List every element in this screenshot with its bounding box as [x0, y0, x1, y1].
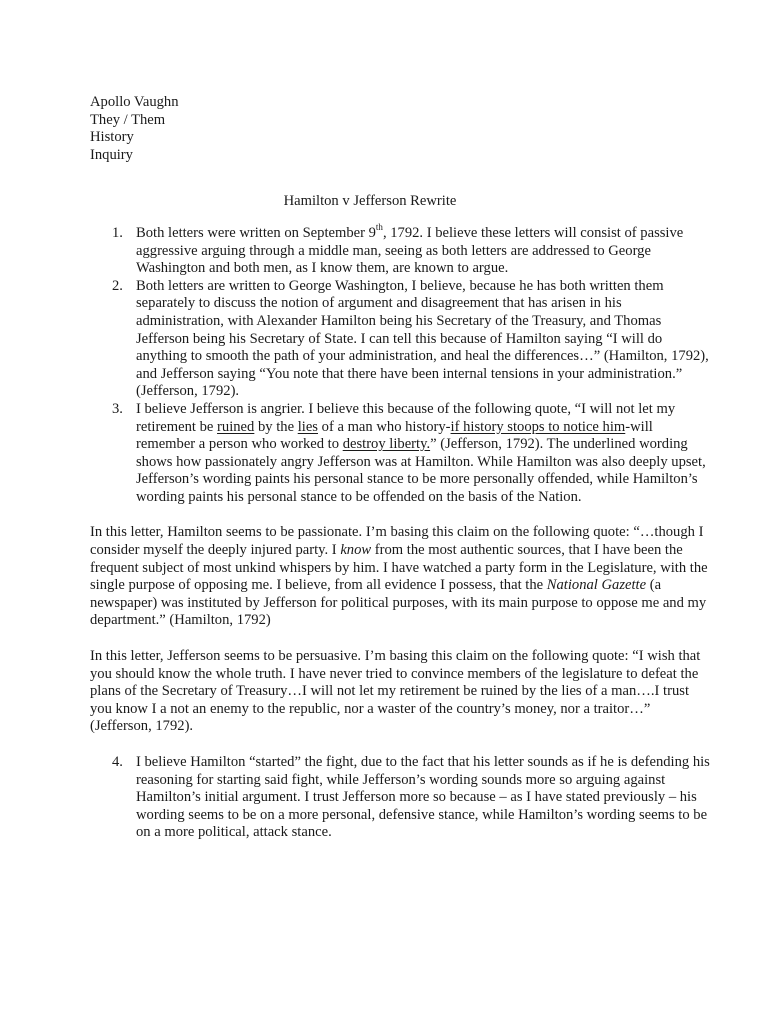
list-item-2: 2. Both letters are written to George Washington, I believe, because he has both written them separately to discuss the notion of argument and disagreement that has arisen in his administration, with Alexander Hamilton being his Secretary of the Treasury, and Thomas Jefferson being his Secretary of State. I can tell this because of Hamilton saying “I will do anything to smooth the path of your administration, and heal the differences…” (Hamilton, 1792), and Jefferson saying “You note that there have been internal tensions in your administration.” (Jefferson, 1792).: [112, 277, 709, 400]
subject: History: [90, 129, 134, 146]
list-number: 3.: [112, 400, 123, 417]
underlined-text: if history stoops to notice him: [450, 418, 626, 435]
paragraph-hamilton: In this letter, Hamilton seems to be passionate. I’m basing this claim on the following quote: “…though I consider myself the deeply injured party. I know from the most authentic sources, that I have been the frequent subject of most unkind whispers by him. I have watched a party form in the Legislature, with the single purpose of opposing me. I believe, from all evidence I possess, that the National Gazette (a newspaper) was instituted by Jefferson for political purposes, with its main purpose to oppose me and my department.” (Hamilton, 1792): [90, 524, 708, 629]
list-item-3: 3. I believe Jefferson is angrier. I believe this because of the following quote, “I will not let my retirement be ruined by the lies of a man who history-if history stoops to notice him-will remember a person who worked to destroy liberty.” (Jefferson, 1792). The underlined wording shows how passionately angry Jefferson was at Hamilton. While Hamilton was also deeply upset, Jefferson’s wording paints his personal stance to be more personally offended, while Hamilton’s wording paints his personal stance to be offended on the basis of the Nation.: [112, 400, 706, 505]
list-number: 4.: [112, 754, 123, 770]
author-name: Apollo Vaughn: [90, 94, 179, 110]
list-item-1: 1. Both letters were written on September 9th, 1792. I believe these letters will consist of passive aggressive arguing through a middle man, seeing as both letters are addressed to George Washington and both men, as I know them, are known to argue.: [112, 222, 684, 277]
document-title: Hamilton v Jefferson Rewrite: [283, 193, 457, 210]
numbered-list: [90, 222, 710, 507]
italic-text: know: [340, 542, 372, 559]
underlined-text: destroy liberty.: [342, 436, 431, 453]
header-block: [90, 94, 710, 164]
list-number: 1.: [112, 224, 123, 241]
numbered-list-continued: [90, 754, 710, 842]
author-pronouns: They / Them: [90, 111, 166, 128]
underlined-text: ruined: [217, 418, 255, 435]
list-item-4: 4. I believe Hamilton “started” the fight, due to the fact that his letter sounds as if he is defending his reasoning for starting said fight, while Jefferson’s wording sounds more so arguing against Hamilton’s initial argument. I trust Jefferson more so because – as I have stated previously – his wording seems to be on a more personal, defensive stance, while Hamilton’s wording seems to be on a more political, attack stance.: [112, 754, 710, 841]
list-number: 2.: [112, 277, 123, 294]
paragraph-jefferson: In this letter, Jefferson seems to be persuasive. I’m basing this claim on the following quote: “I wish that you should know the whole truth. I have never tried to convince members of the legislature to defeat the plans of the Secretary of Treasury…I will not let my retirement be ruined by the lies of a man….I trust you know I a not an enemy to the republic, nor a waster of the country’s money, nor a traitor…” (Jefferson, 1792).: [90, 648, 701, 735]
document-page: [90, 94, 710, 842]
class-name: Inquiry: [90, 146, 133, 163]
italic-text: National Gazette: [546, 577, 647, 594]
underlined-text: lies: [297, 418, 318, 435]
